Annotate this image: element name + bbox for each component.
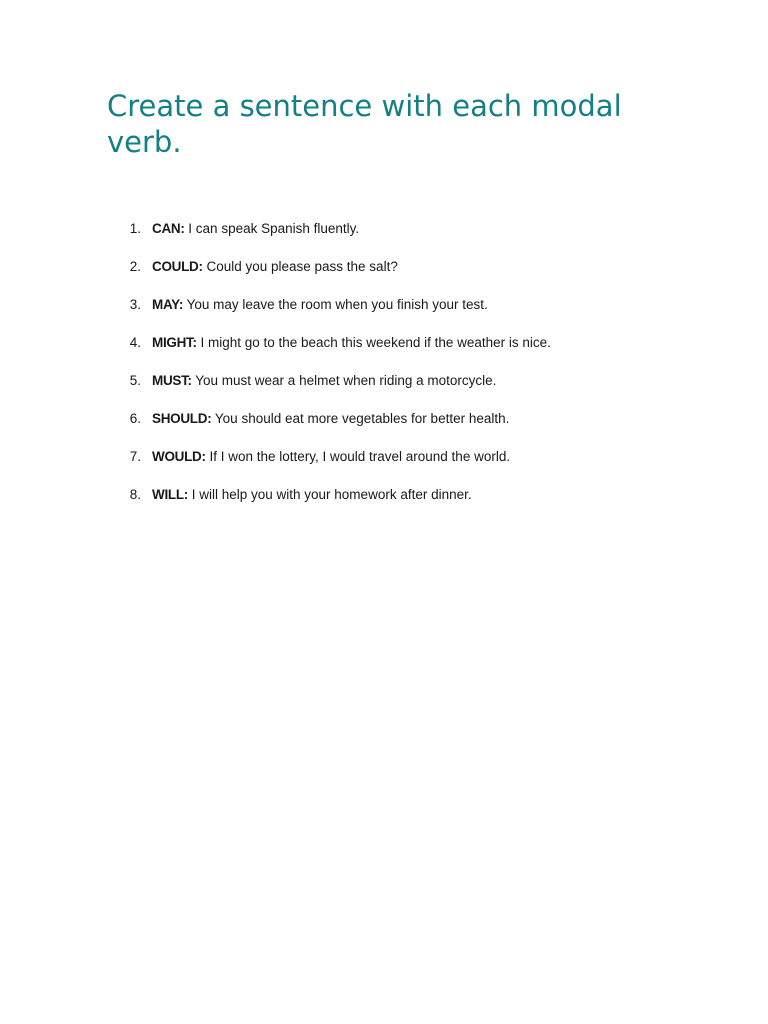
page-title: Create a sentence with each modal verb. xyxy=(107,89,622,159)
modal-verb-label: SHOULD: xyxy=(152,411,212,426)
list-number: 8. xyxy=(129,487,141,502)
list-item xyxy=(0,218,768,256)
modal-verb-label: WILL: xyxy=(152,487,188,502)
list-number: 6. xyxy=(129,411,141,426)
list-content xyxy=(152,408,509,430)
modal-verb-label: MIGHT: xyxy=(152,335,197,350)
list-content xyxy=(152,294,488,316)
example-sentence: I might go to the beach this weekend if the weather is nice. xyxy=(196,335,551,350)
modal-verb-list xyxy=(0,218,768,522)
example-sentence: If I won the lottery, I would travel around the world. xyxy=(205,449,511,464)
modal-verb-label: CAN: xyxy=(152,221,185,236)
list-number: 5. xyxy=(129,373,141,388)
modal-verb-label: MUST: xyxy=(152,373,192,388)
list-item xyxy=(0,370,768,408)
list-content xyxy=(152,446,510,468)
list-item xyxy=(0,256,768,294)
list-content xyxy=(152,218,359,240)
example-sentence: I will help you with your homework after dinner. xyxy=(187,487,472,502)
example-sentence: I can speak Spanish fluently. xyxy=(184,221,360,236)
list-item xyxy=(0,408,768,446)
example-sentence: Could you please pass the salt? xyxy=(202,259,398,274)
list-number: 3. xyxy=(129,297,141,312)
list-item xyxy=(0,446,768,484)
list-item xyxy=(0,484,768,522)
list-content xyxy=(152,370,496,392)
list-number: 7. xyxy=(129,449,141,464)
list-content xyxy=(152,484,472,506)
modal-verb-label: COULD: xyxy=(152,259,203,274)
list-number: 4. xyxy=(129,335,141,350)
example-sentence: You may leave the room when you finish your test. xyxy=(183,297,488,312)
modal-verb-label: MAY: xyxy=(152,297,184,312)
list-number: 1. xyxy=(129,221,141,236)
list-content xyxy=(152,332,551,354)
list-number: 2. xyxy=(129,259,141,274)
list-item xyxy=(0,294,768,332)
modal-verb-label: WOULD: xyxy=(152,449,206,464)
list-content xyxy=(152,256,398,278)
example-sentence: You should eat more vegetables for better health. xyxy=(211,411,510,426)
list-item xyxy=(0,332,768,370)
example-sentence: You must wear a helmet when riding a motorcycle. xyxy=(191,373,497,388)
